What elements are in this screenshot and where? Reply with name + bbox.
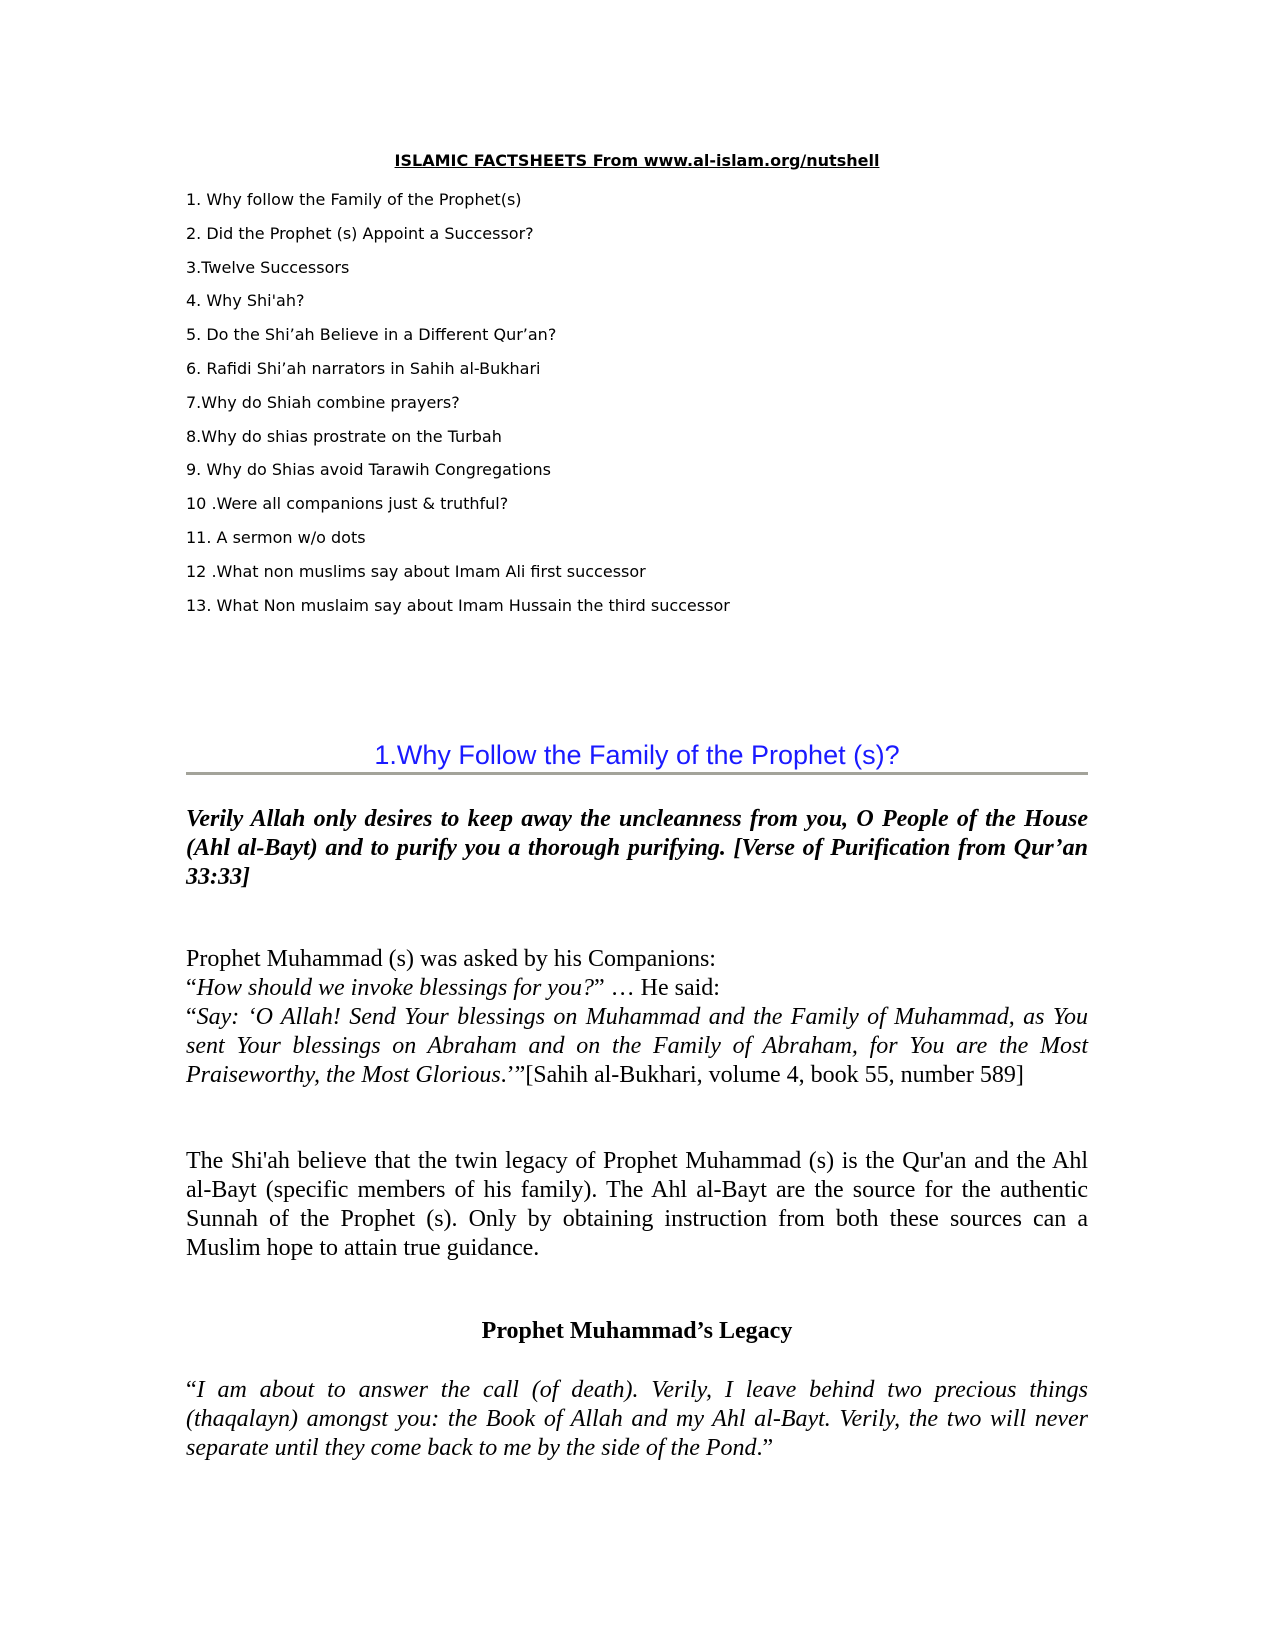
document-header: ISLAMIC FACTSHEETS From www.al-islam.org/nutshell — [394, 151, 880, 170]
toc-item: 9. Why do Shias avoid Tarawih Congregations — [186, 460, 551, 480]
body-paragraph: The Shi'ah believe that the twin legacy of Prophet Muhammad (s) is the Qur'an and the Ahl al-Bayt (specific members of his family). The Ahl al-Bayt are the source for the authentic Sunnah of the Prophet (s). Only by obtaining instruction from both these sources can a Muslim hope to attain true guidance. — [186, 1148, 1088, 1261]
question-tail: ” … He said: — [593, 975, 720, 1001]
citation-text: .’”[Sahih al-Bukhari, volume 4, book 55, number 589] — [500, 1062, 1024, 1088]
section-title: 1.Why Follow the Family of the Prophet (s)? — [374, 740, 900, 770]
open-quote: “ — [186, 1377, 197, 1403]
invocation-paragraph — [186, 945, 1088, 1090]
question-text: How should we invoke blessings for you? — [196, 975, 594, 1001]
legacy-quote-paragraph — [186, 1376, 1088, 1463]
open-quote: “ — [186, 975, 197, 1001]
subheading: Prophet Muhammad’s Legacy — [481, 1318, 793, 1344]
table-of-contents — [186, 183, 730, 622]
toc-item: 3.Twelve Successors — [186, 257, 350, 277]
toc-item: 10 .Were all companions just & truthful? — [186, 494, 509, 514]
question-line — [186, 974, 1088, 1003]
toc-item: 12 .What non muslims say about Imam Ali first successor — [186, 561, 646, 581]
answer-text: Say: ‘O Allah! Send Your blessings on Muhammad and the Family of Muhammad, as You sent Your blessings on Abraham and on the Family of Abraham, for You are the Most Praiseworthy, the Most Glorious — [186, 1004, 1088, 1088]
close-quote: .” — [756, 1435, 774, 1461]
section-divider — [186, 772, 1088, 775]
answer-text-block — [186, 1003, 1088, 1090]
open-quote: “ — [186, 1004, 197, 1030]
toc-item: 7.Why do Shiah combine prayers? — [186, 392, 460, 412]
toc-item: 13. What Non muslaim say about Imam Hussain the third successor — [186, 595, 730, 615]
toc-item: 8.Why do shias prostrate on the Turbah — [186, 426, 502, 446]
paragraph-intro-line: Prophet Muhammad (s) was asked by his Companions: — [186, 946, 716, 972]
verse-quote: Verily Allah only desires to keep away the uncleanness from you, O People of the House (Ahl al-Bayt) and to purify you a thorough purifying. [Verse of Purification from Qur’an 33:33] — [186, 806, 1088, 890]
legacy-quote-text: I am about to answer the call (of death). Verily, I leave behind two precious things (thaqalayn) amongst you: the Book of Allah and my Ahl al-Bayt. Verily, the two will never separate until they come back to me by the side of the Pond — [186, 1377, 1088, 1461]
toc-item: 4. Why Shi'ah? — [186, 291, 305, 311]
toc-item: 2. Did the Prophet (s) Appoint a Successor? — [186, 223, 534, 243]
toc-item: 5. Do the Shi’ah Believe in a Different Qur’an? — [186, 325, 557, 345]
toc-item: 11. A sermon w/o dots — [186, 527, 366, 547]
toc-item: 6. Rafidi Shi’ah narrators in Sahih al-Bukhari — [186, 358, 541, 378]
toc-item: 1. Why follow the Family of the Prophet(s) — [186, 190, 522, 209]
